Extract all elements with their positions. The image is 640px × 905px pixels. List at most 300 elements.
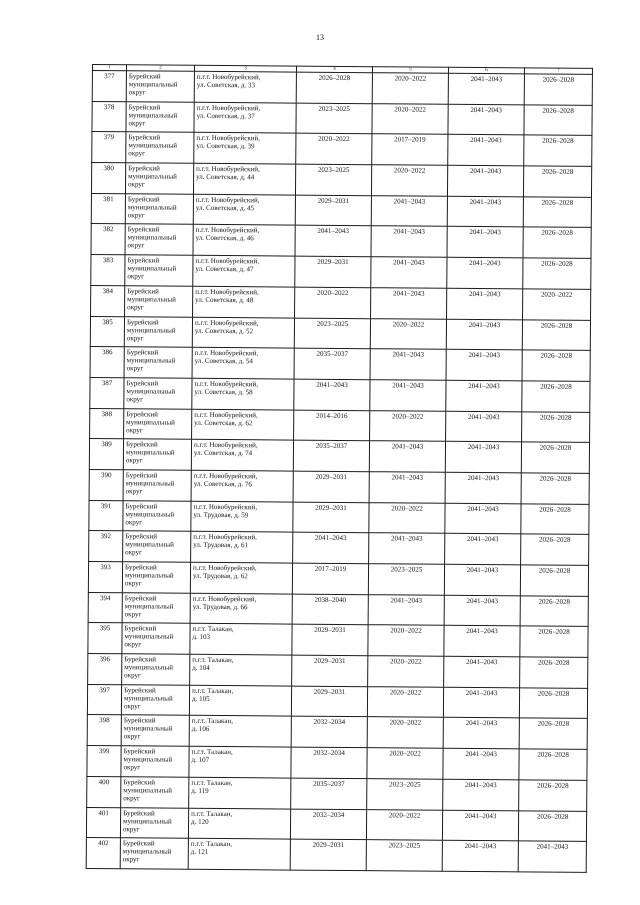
row-number-cell: 379 <box>92 132 126 163</box>
row-number-cell: 398 <box>87 715 121 746</box>
period-cell-c6: 2041–2043 <box>443 748 519 779</box>
municipality-line: муниципальный <box>125 509 175 519</box>
municipality-line: муниципальный <box>128 141 178 151</box>
address-line: ул. Советская, д. 45 <box>195 203 255 213</box>
address-line: п.г.т. Новобурейский, <box>194 379 259 389</box>
municipality-line: муниципальный <box>126 387 176 396</box>
period-cell-c6: 2041–2043 <box>446 349 522 380</box>
address-cell <box>194 102 296 133</box>
address-line: ул. Советская, д. 39 <box>196 142 255 151</box>
period-cell-c7: 2026–2028 <box>519 718 587 749</box>
period-cell-c6: 2041–2043 <box>445 472 521 503</box>
municipality-line: округ <box>128 180 145 189</box>
table-row <box>92 101 592 136</box>
period-cell-c5: 2020–2022 <box>368 625 444 656</box>
period-cell-c6: 2041–2043 <box>448 104 524 135</box>
address-line: д. 104 <box>192 663 210 673</box>
period-cell-c7: 2026–2028 <box>524 135 592 166</box>
period-cell-c5: 2023–2025 <box>367 778 443 809</box>
period-cell-c4: 2032–2034 <box>291 747 367 778</box>
table-row <box>89 469 589 504</box>
municipality-line: муниципальный <box>127 233 177 243</box>
period-cell-c7: 2026–2028 <box>521 534 589 565</box>
address-line: п.г.т. Талакан, <box>191 809 233 818</box>
period-cell-c7: 2026–2028 <box>522 411 590 442</box>
period-cell-c6: 2041–2043 <box>445 503 521 534</box>
municipality-line: Бурейский <box>127 225 160 234</box>
table-row <box>90 347 590 382</box>
table-row <box>89 439 589 474</box>
municipality-line: Бурейский <box>126 409 158 419</box>
municipality-cell <box>125 163 193 194</box>
row-number-cell: 380 <box>91 163 125 194</box>
period-cell-c6: 2041–2043 <box>444 626 520 657</box>
address-cell <box>194 71 296 102</box>
address-line: п.г.т. Новобурейский, <box>195 226 260 235</box>
period-cell-c5: 2023–2025 <box>368 564 444 595</box>
municipality-line: округ <box>126 425 143 434</box>
period-cell-c4: 2029–2031 <box>292 655 368 686</box>
period-cell-c5: 2041–2043 <box>371 257 447 288</box>
municipality-line: Бурейский <box>128 164 160 173</box>
municipality-line: муниципальный <box>128 110 178 120</box>
row-number-cell: 397 <box>87 684 121 715</box>
address-line: п.г.т. Талакан, <box>192 625 234 634</box>
address-line: ул. Советская, д. 44 <box>196 172 255 182</box>
municipality-line: округ <box>127 303 144 312</box>
address-cell <box>192 378 294 409</box>
period-cell-c4: 2029–2031 <box>291 686 367 717</box>
municipality-line: Бурейский <box>128 72 161 81</box>
address-line: ул. Трудовая, д. 59 <box>193 510 249 519</box>
table-row <box>87 684 587 719</box>
municipality-line: Бурейский <box>126 379 159 388</box>
period-cell-c6: 2041–2043 <box>443 687 519 718</box>
address-line: п.г.т. Новобурейский, <box>194 318 259 327</box>
municipality-cell <box>123 439 191 470</box>
address-line: п.г.т. Талакан, <box>191 717 234 726</box>
period-cell-c5: 2041–2043 <box>371 288 447 319</box>
period-cell-c4: 2017–2019 <box>292 563 368 594</box>
address-line: п.г.т. Новобурейский, <box>195 287 259 297</box>
period-cell-c5: 2017–2019 <box>372 134 448 165</box>
municipality-line: округ <box>125 487 143 496</box>
municipality-cell <box>122 623 190 654</box>
period-cell-c4: 2032–2034 <box>291 717 367 748</box>
municipality-line: Бурейский <box>125 440 158 449</box>
period-cell-c5: 2020–2022 <box>370 318 446 349</box>
address-line: ул. Советская, д. 37 <box>196 111 255 120</box>
period-cell-c7: 2026–2028 <box>523 166 591 197</box>
period-cell-c4: 2023–2025 <box>294 318 370 349</box>
address-line: ул. Советская, д. 74 <box>193 449 253 458</box>
column-header: 6 <box>448 67 524 74</box>
municipality-cell <box>121 685 189 716</box>
municipality-cell <box>122 562 190 593</box>
period-cell-c4: 2035–2037 <box>294 348 370 379</box>
row-number-cell: 381 <box>91 193 125 224</box>
period-cell-c4: 2026–2028 <box>296 72 372 103</box>
municipality-line: муниципальный <box>123 694 173 703</box>
municipality-cell <box>123 531 191 562</box>
municipality-cell <box>120 838 188 869</box>
period-cell-c7: 2026–2028 <box>521 473 589 504</box>
row-number-cell: 382 <box>91 224 125 255</box>
municipality-cell <box>125 255 193 286</box>
period-cell-c4: 2020–2022 <box>296 133 372 164</box>
municipality-line: муниципальный <box>126 356 176 365</box>
municipality-line: муниципальный <box>128 80 178 89</box>
municipality-cell <box>124 408 192 439</box>
address-line: п.г.т. Новобурейский, <box>193 502 258 511</box>
period-cell-c4: 2041–2043 <box>295 226 371 257</box>
period-cell-c7: 2020–2022 <box>523 289 591 320</box>
municipality-line: муниципальный <box>123 816 172 826</box>
municipality-line: муниципальный <box>122 847 172 856</box>
municipality-line: округ <box>124 640 142 649</box>
municipality-line: муниципальный <box>127 264 177 273</box>
municipality-line: округ <box>122 824 140 833</box>
period-cell-c7: 2026–2028 <box>523 258 591 289</box>
period-cell-c6: 2041–2043 <box>444 595 520 626</box>
address-line: д. 103 <box>192 633 211 642</box>
address-line: п.г.т. Талакан, <box>192 686 234 695</box>
table-row <box>88 561 588 596</box>
period-cell-c6: 2041–2043 <box>447 257 523 288</box>
period-cell-c6: 2041–2043 <box>443 718 519 749</box>
period-cell-c7: 2026–2028 <box>524 74 592 105</box>
address-line: п.г.т. Новобурейский, <box>196 103 261 113</box>
municipality-line: муниципальный <box>124 632 174 642</box>
column-header: 4 <box>296 66 372 73</box>
period-cell-c7: 2026–2028 <box>522 319 590 350</box>
address-cell <box>189 746 291 777</box>
column-header: 2 <box>126 65 194 72</box>
municipality-line: Бурейский <box>127 195 160 204</box>
municipality-line: муниципальный <box>127 203 177 212</box>
period-cell-c5: 2023–2025 <box>366 840 442 871</box>
period-cell-c7: 2026–2028 <box>520 596 588 627</box>
period-cell-c7: 2026–2028 <box>519 749 587 780</box>
table-row <box>91 193 591 228</box>
table-row <box>88 654 588 689</box>
period-cell-c6: 2041–2043 <box>446 380 522 411</box>
period-cell-c7: 2026–2028 <box>520 657 588 688</box>
address-line: п.г.т. Новобурейский, <box>194 349 259 358</box>
address-line: д. 107 <box>191 755 210 765</box>
address-cell <box>193 163 295 194</box>
municipality-line: Бурейский <box>125 563 157 572</box>
period-cell-c4: 2020–2022 <box>295 287 371 318</box>
period-cell-c4: 2035–2037 <box>293 440 369 471</box>
municipality-cell <box>126 101 194 132</box>
table-body <box>86 71 592 873</box>
row-number-cell: 401 <box>86 807 120 838</box>
municipality-line: муниципальный <box>126 417 175 427</box>
table-row <box>87 746 587 781</box>
table-row <box>90 377 590 412</box>
address-line: п.г.т. Талакан, <box>192 655 234 665</box>
row-number-cell: 393 <box>88 561 122 592</box>
municipality-line: округ <box>128 118 146 128</box>
row-number-cell: 399 <box>87 746 121 777</box>
municipality-line: Бурейский <box>124 624 157 633</box>
period-cell-c5: 2020–2022 <box>366 809 442 840</box>
period-cell-c4: 2014–2016 <box>294 410 370 441</box>
municipality-line: округ <box>128 149 146 158</box>
address-line: п.г.т. Новобурейский, <box>196 134 261 143</box>
address-line: п.г.т. Новобурейский, <box>195 256 260 266</box>
municipality-line: округ <box>123 763 141 772</box>
municipality-line: муниципальный <box>124 571 174 580</box>
row-number-cell: 388 <box>90 408 124 439</box>
address-line: п.г.т. Новобурейский, <box>193 563 257 573</box>
address-cell <box>189 716 291 747</box>
period-cell-c5: 2020–2022 <box>372 73 448 104</box>
period-cell-c7: 2041–2043 <box>518 841 586 872</box>
period-cell-c5: 2041–2043 <box>371 195 447 226</box>
period-cell-c5: 2020–2022 <box>367 686 443 717</box>
municipality-line: округ <box>124 671 141 680</box>
municipality-line: Бурейский <box>123 808 155 818</box>
period-cell-c7: 2026–2028 <box>522 381 590 412</box>
municipality-line: муниципальный <box>126 325 176 335</box>
table-row <box>86 807 586 842</box>
row-number-cell: 396 <box>88 654 122 685</box>
period-cell-c5: 2020–2022 <box>368 656 444 687</box>
address-line: д. 119 <box>191 786 209 795</box>
municipality-line: Бурейский <box>123 778 156 787</box>
table-row <box>92 132 592 167</box>
period-cell-c5: 2020–2022 <box>371 165 447 196</box>
row-number-cell: 402 <box>86 838 120 869</box>
municipality-line: округ <box>126 395 144 404</box>
row-number-cell: 384 <box>91 285 125 316</box>
period-cell-c6: 2041–2043 <box>444 564 520 595</box>
address-line: ул. Советская, д. 46 <box>195 234 254 243</box>
municipality-cell <box>126 132 194 163</box>
municipality-line: округ <box>127 241 145 250</box>
period-cell-c5: 2041–2043 <box>369 441 445 472</box>
period-cell-c7: 2026–2028 <box>521 504 589 535</box>
municipality-cell <box>122 654 190 685</box>
period-cell-c6: 2041–2043 <box>442 810 518 841</box>
period-cell-c7: 2026–2028 <box>520 626 588 657</box>
address-line: д. 106 <box>191 725 210 734</box>
address-line: д. 120 <box>191 817 209 826</box>
municipality-line: округ <box>125 517 143 527</box>
address-cell <box>191 532 293 563</box>
row-number-cell: 391 <box>89 500 123 531</box>
period-cell-c5: 2020–2022 <box>372 103 448 134</box>
period-cell-c7: 2026–2028 <box>522 350 590 381</box>
address-cell <box>193 225 295 256</box>
address-line: ул. Советская, д. 62 <box>194 418 253 427</box>
period-cell-c4: 2041–2043 <box>294 379 370 410</box>
period-cell-c5: 2020–2022 <box>369 502 445 533</box>
period-cell-c5: 2020–2022 <box>367 717 443 748</box>
period-cell-c5: 2020–2022 <box>367 748 443 779</box>
table-row <box>86 838 586 873</box>
address-cell <box>192 317 294 348</box>
municipality-cell <box>125 224 193 255</box>
municipality-cell <box>123 470 191 501</box>
period-cell-c4: 2029–2031 <box>293 471 369 502</box>
row-number-cell: 377 <box>92 71 126 102</box>
period-cell-c6: 2041–2043 <box>447 227 523 258</box>
table-row <box>88 623 588 658</box>
municipality-line: Бурейский <box>125 471 158 480</box>
municipality-line: муниципальный <box>124 601 174 611</box>
row-number-cell: 392 <box>89 531 123 562</box>
municipality-line: округ <box>126 333 144 342</box>
column-header: 5 <box>372 67 448 74</box>
period-cell-c5: 2041–2043 <box>368 594 444 625</box>
address-line: ул. Советская, д. 52 <box>194 326 254 335</box>
period-cell-c4: 2035–2037 <box>291 778 367 809</box>
period-cell-c5: 2041–2043 <box>369 533 445 564</box>
period-cell-c6: 2041–2043 <box>445 534 521 565</box>
row-number-cell: 395 <box>88 623 122 654</box>
row-number-cell: 386 <box>90 347 124 378</box>
municipality-line: Бурейский <box>125 532 158 541</box>
period-cell-c7: 2026–2028 <box>519 780 587 811</box>
period-cell-c6: 2041–2043 <box>444 656 520 687</box>
municipality-line: Бурейский <box>128 102 161 112</box>
address-line: ул. Советская, д. 54 <box>194 357 253 366</box>
column-header: 3 <box>194 65 296 72</box>
period-cell-c4: 2023–2025 <box>296 103 372 134</box>
municipality-line: округ <box>123 732 141 741</box>
period-cell-c4: 2029–2031 <box>293 502 369 533</box>
municipality-line: округ <box>122 855 140 864</box>
period-cell-c4: 2032–2034 <box>290 809 366 840</box>
period-cell-c4: 2029–2031 <box>290 839 366 870</box>
period-cell-c6: 2041–2043 <box>442 840 518 871</box>
address-line: ул. Советская, д. 76 <box>193 479 252 489</box>
municipality-line: муниципальный <box>123 786 173 795</box>
municipality-line: округ <box>125 456 143 465</box>
address-line: п.г.т. Новобурейский, <box>192 594 257 603</box>
municipality-line: Бурейский <box>128 133 161 142</box>
municipality-cell <box>125 286 193 317</box>
municipality-cell <box>123 500 191 531</box>
period-cell-c6: 2041–2043 <box>446 411 522 442</box>
row-number-cell: 383 <box>91 255 125 286</box>
municipality-cell <box>125 194 193 225</box>
address-line: ул. Трудовая, д. 61 <box>193 541 249 550</box>
period-cell-c7: 2026–2028 <box>520 565 588 596</box>
address-cell <box>192 347 294 378</box>
table-row <box>91 285 591 320</box>
address-line: п.г.т. Новобурейский, <box>196 164 260 174</box>
period-cell-c5: 2041–2043 <box>369 472 445 503</box>
period-cell-c4: 2029–2031 <box>292 624 368 655</box>
table-row <box>91 163 591 198</box>
table-row <box>91 255 591 290</box>
address-cell <box>189 685 291 716</box>
row-number-cell: 394 <box>88 592 122 623</box>
table-row <box>90 316 590 351</box>
municipality-cell <box>121 777 189 808</box>
municipality-line: Бурейский <box>126 348 159 357</box>
table-row <box>92 71 592 106</box>
period-cell-c6: 2041–2043 <box>445 442 521 473</box>
period-cell-c5: 2020–2022 <box>370 410 446 441</box>
period-cell-c6: 2041–2043 <box>448 73 524 104</box>
address-cell <box>193 286 295 317</box>
municipality-line: Бурейский <box>124 593 157 603</box>
municipality-line: Бурейский <box>124 686 156 695</box>
row-number-cell: 387 <box>90 377 124 408</box>
address-line: ул. Трудовая, д. 62 <box>192 571 248 581</box>
address-line: ул. Трудовая, д. 66 <box>192 602 248 611</box>
period-cell-c7: 2026–2028 <box>523 227 591 258</box>
municipality-cell <box>126 71 194 102</box>
municipality-line: Бурейский <box>122 839 155 848</box>
municipality-cell <box>121 715 189 746</box>
table-row <box>90 408 590 443</box>
address-cell <box>188 838 290 870</box>
municipality-line: Бурейский <box>127 287 159 296</box>
municipality-line: Бурейский <box>124 655 157 664</box>
municipality-line: муниципальный <box>124 663 174 672</box>
municipality-line: округ <box>127 211 145 220</box>
row-number-cell: 389 <box>89 439 123 470</box>
address-cell <box>189 777 291 808</box>
municipality-cell <box>122 592 190 623</box>
table-row <box>89 500 589 535</box>
address-cell <box>191 440 293 471</box>
period-cell-c6: 2041–2043 <box>446 319 522 350</box>
period-cell-c6: 2041–2043 <box>447 288 523 319</box>
address-line: п.г.т. Талакан, <box>191 778 233 787</box>
municipality-line: муниципальный <box>123 755 173 764</box>
address-cell <box>192 409 294 440</box>
municipality-cell <box>120 807 188 838</box>
municipality-cell <box>124 316 192 347</box>
address-line: п.г.т. Новобурейский, <box>194 410 258 419</box>
municipality-line: Бурейский <box>126 317 159 327</box>
municipality-line: муниципальный <box>125 448 175 457</box>
address-line: п.г.т. Новобурейский, <box>195 195 260 205</box>
municipality-line: Бурейский <box>127 256 160 265</box>
address-line: п.г.т. Новобурейский, <box>193 441 258 450</box>
period-cell-c6: 2041–2043 <box>447 165 523 196</box>
period-cell-c4: 2029–2031 <box>295 256 371 287</box>
municipality-line: муниципальный <box>127 295 176 304</box>
housing-repair-schedule-table <box>86 64 593 873</box>
address-line: п.г.т. Новобурейский, <box>193 471 258 481</box>
table-row <box>87 776 587 811</box>
row-number-cell: 378 <box>92 101 126 132</box>
page-number: 13 <box>316 33 324 42</box>
period-cell-c4: 2029–2031 <box>295 195 371 226</box>
municipality-line: округ <box>123 794 140 803</box>
column-header: 7 <box>524 68 592 75</box>
table-row <box>91 224 591 259</box>
municipality-line: муниципальный <box>128 172 177 181</box>
municipality-line: округ <box>125 548 142 557</box>
address-cell <box>188 808 290 839</box>
address-line: ул. Советская, д. 48 <box>195 295 254 305</box>
address-line: п.г.т. Талакан, <box>190 839 233 849</box>
row-number-cell: 385 <box>90 316 124 347</box>
period-cell-c5: 2041–2043 <box>371 226 447 257</box>
period-cell-c6: 2041–2043 <box>448 135 524 166</box>
municipality-line: Бурейский <box>125 501 158 511</box>
municipality-line: округ <box>124 579 142 588</box>
